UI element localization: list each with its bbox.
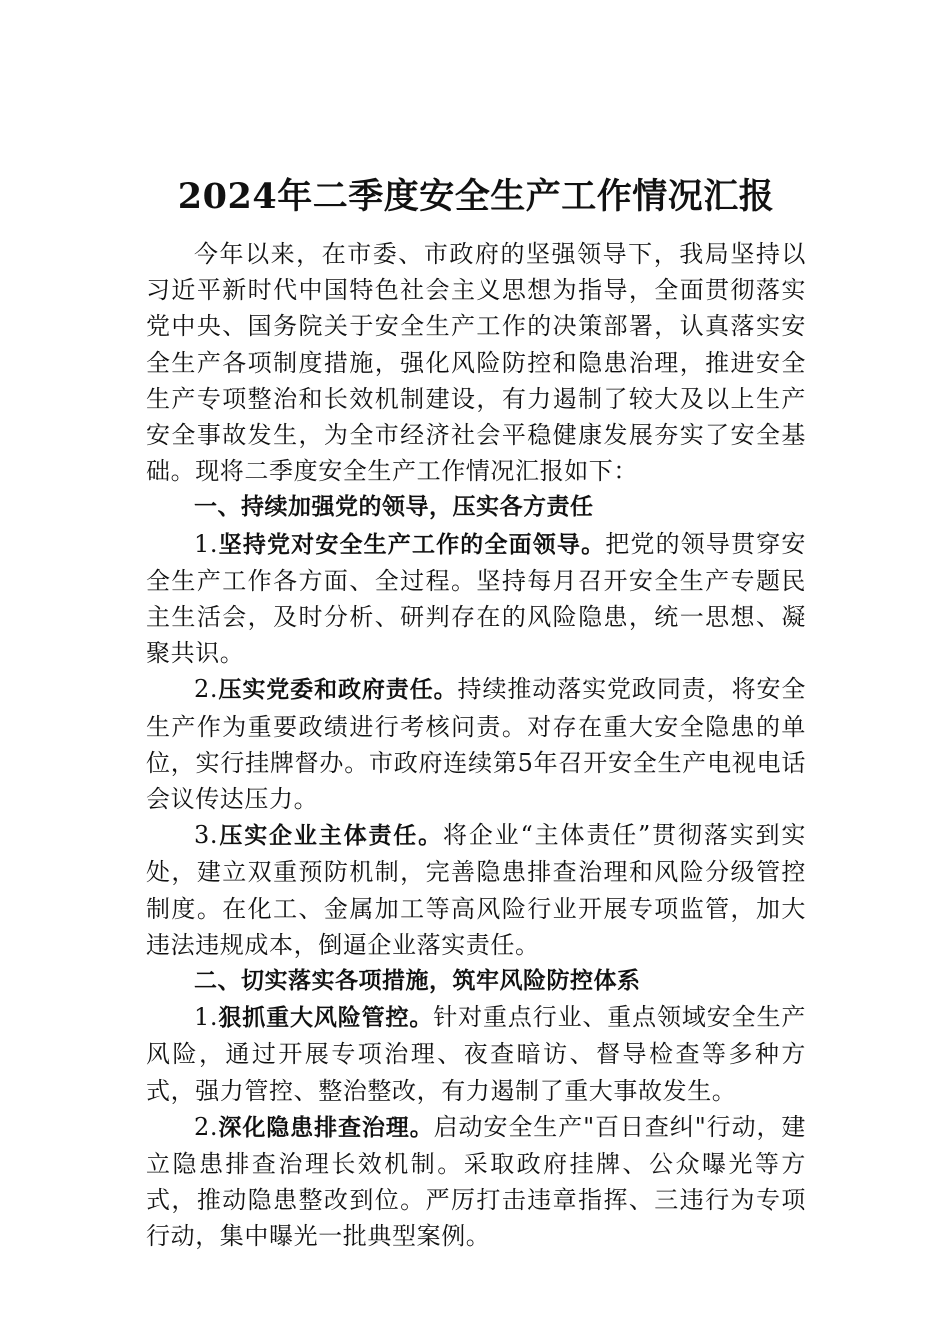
section-heading-2: 二、切实落实各项措施，筑牢风险防控体系 — [194, 968, 641, 995]
section-2-item-1 — [146, 999, 806, 1109]
item-number: 1. — [194, 529, 219, 558]
section-1-item-2 — [146, 671, 806, 817]
item-body: 将企业“主体责任”贯彻落实到实处，建立双重预防机制，完善隐患排查治理和风险分级管控制度。在化工、金属加工等高风险行业开展专项监管，加大违法违规成本，倒逼企业落实责任。 — [146, 821, 806, 959]
section-1-item-3 — [146, 817, 806, 963]
item-body: 持续推动落实党政同责，将安全生产作为重要政绩进行考核问责。对存在重大安全隐患的单位，实行挂牌督办。市政府连续第5年召开安全生产电视电话会议传达压力。 — [146, 675, 806, 814]
item-number: 3. — [194, 821, 219, 850]
item-number: 2. — [194, 1112, 219, 1141]
item-number: 2. — [194, 675, 219, 704]
section-2-item-2 — [146, 1109, 806, 1255]
intro-paragraph: 今年以来，在市委、市政府的坚强领导下，我局坚持以习近平新时代中国特色社会主义思想为指导，全面贯彻落实党中央、国务院关于安全生产工作的决策部署，认真落实安全生产各项制度措施，强化风险防控和隐患治理，推进安全生产专项整治和长效机制建设，有力遏制了较大及以上生产安全事故发生，为全市经济社会平稳健康发展夯实了安全基础。现将二季度安全生产工作情况汇报如下： — [146, 240, 806, 486]
item-title: 压实党委和政府责任。 — [218, 677, 458, 704]
section-1-item-1 — [146, 526, 806, 672]
item-title: 压实企业主体责任。 — [218, 823, 443, 850]
document-body — [146, 172, 806, 1255]
item-number: 1. — [194, 1003, 219, 1032]
document-title: 2024年二季度安全生产工作情况汇报 — [177, 176, 775, 217]
item-title: 深化隐患排查治理。 — [218, 1114, 434, 1141]
item-body: 把党的领导贯穿安全生产工作各方面、全过程。坚持每月召开安全生产专题民主生活会，及时分析、研判存在的风险隐患，统一思想、凝聚共识。 — [146, 529, 806, 668]
item-title: 狠抓重大风险管控。 — [218, 1005, 434, 1032]
section-heading-1: 一、持续加强党的领导，压实各方责任 — [194, 494, 594, 521]
item-body: 启动安全生产"百日查纠"行动，建立隐患排查治理长效机制。采取政府挂牌、公众曝光等方式，推动隐患整改到位。严厉打击违章指挥、三违行为专项行动，集中曝光一批典型案例。 — [146, 1112, 806, 1251]
item-body: 针对重点行业、重点领域安全生产风险，通过开展专项治理、夜查暗访、督导检查等多种方式，强力管控、整治整改，有力遏制了重大事故发生。 — [146, 1003, 807, 1105]
item-title: 坚持党对安全生产工作的全面领导。 — [218, 531, 606, 558]
